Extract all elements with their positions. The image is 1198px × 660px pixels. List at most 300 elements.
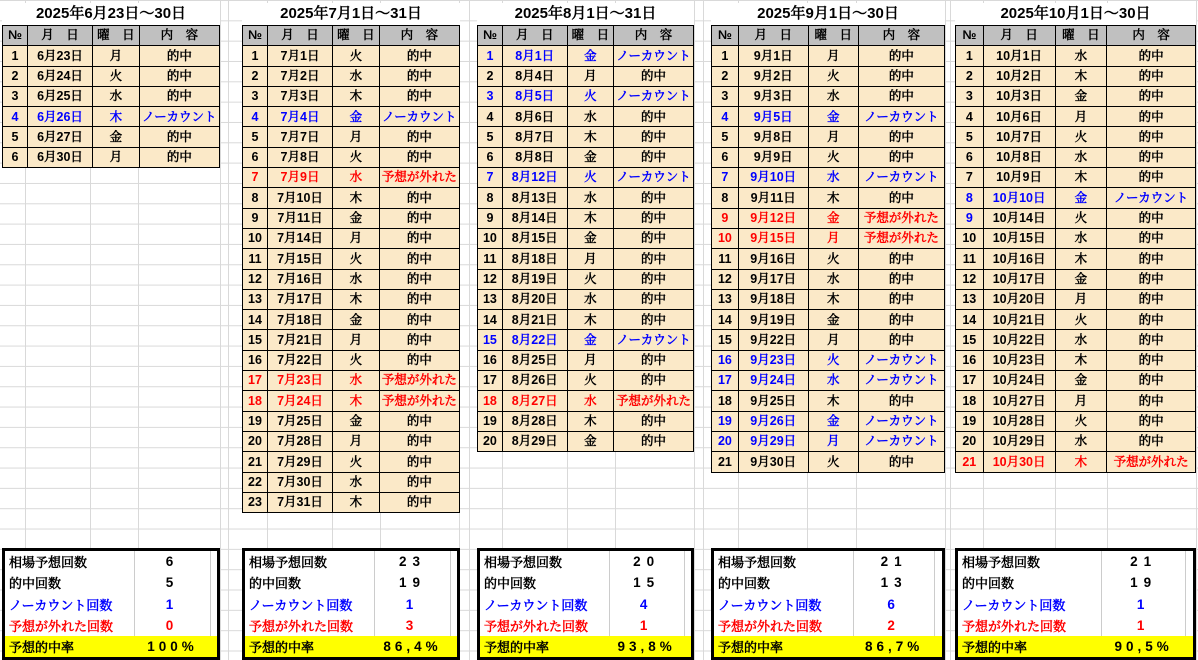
cell-day: 月: [808, 127, 858, 147]
table-row: [3, 147, 220, 167]
cell-no: 18: [712, 391, 739, 411]
cell-day: 木: [1055, 168, 1107, 188]
cell-day: 月: [333, 127, 380, 147]
summary-row-rate: [480, 636, 691, 657]
cell-no: 1: [3, 46, 28, 66]
summary-row-miss: [714, 615, 942, 636]
cell-content: 的中: [379, 350, 459, 370]
cell-no: 8: [478, 188, 503, 208]
cell-content: ノーカウント: [614, 330, 694, 350]
cell-no: 23: [243, 492, 268, 512]
cell-day: 月: [333, 228, 380, 248]
cell-content: 的中: [379, 228, 459, 248]
cell-date: 9月16日: [738, 249, 808, 269]
cell-day: 水: [333, 168, 380, 188]
cell-date: 9月30日: [738, 452, 808, 472]
table-row: [712, 147, 945, 167]
cell-date: 8月6日: [502, 107, 567, 127]
cell-date: 7月28日: [267, 431, 332, 451]
summary-value: 86,7%: [864, 638, 924, 654]
cell-no: 17: [243, 371, 268, 391]
cell-no: 1: [712, 46, 739, 66]
column-header-no: №: [478, 26, 503, 46]
cell-content: 的中: [1107, 269, 1196, 289]
cell-content: 予想が外れた: [379, 168, 459, 188]
column-header-content: 内 容: [379, 26, 459, 46]
cell-date: 7月31日: [267, 492, 332, 512]
table-row: [478, 330, 694, 350]
table-row: [956, 411, 1196, 431]
cell-content: 的中: [379, 66, 459, 86]
table-row: [243, 46, 460, 66]
cell-no: 10: [956, 228, 984, 248]
cell-content: ノーカウント: [614, 86, 694, 106]
table-row: [712, 431, 945, 451]
cell-date: 9月1日: [738, 46, 808, 66]
cell-content: 的中: [858, 452, 944, 472]
cell-no: 5: [712, 127, 739, 147]
cell-no: 10: [243, 228, 268, 248]
cell-content: 的中: [614, 269, 694, 289]
cell-content: 的中: [379, 289, 459, 309]
summary-label: 的中回数: [718, 576, 771, 592]
cell-no: 7: [712, 168, 739, 188]
cell-day: 木: [567, 127, 613, 147]
cell-date: 8月26日: [502, 371, 567, 391]
table-row: [243, 86, 460, 106]
summary-label: 予想的中率: [484, 639, 550, 655]
summary-value: 23: [374, 551, 450, 572]
summary-label: 予想が外れた回数: [9, 618, 114, 634]
cell-day: 月: [93, 147, 140, 167]
cell-date: 10月6日: [983, 107, 1055, 127]
column-header-day: 曜 日: [93, 26, 140, 46]
cell-date: 10月20日: [983, 289, 1055, 309]
summary-value: 86,4%: [383, 638, 442, 654]
cell-date: 9月24日: [738, 371, 808, 391]
table-row: [3, 66, 220, 86]
cell-no: 2: [956, 66, 984, 86]
cell-day: 火: [1055, 310, 1107, 330]
cell-content: 的中: [139, 66, 219, 86]
cell-date: 7月16日: [267, 269, 332, 289]
cell-content: 的中: [1107, 228, 1196, 248]
cell-content: 的中: [614, 371, 694, 391]
cell-date: 8月20日: [502, 289, 567, 309]
cell-content: 的中: [1107, 147, 1196, 167]
summary-row-nocount: [958, 593, 1193, 614]
cell-content: 的中: [858, 127, 944, 147]
cell-no: 16: [712, 350, 739, 370]
cell-content: ノーカウント: [614, 168, 694, 188]
cell-day: 水: [1055, 330, 1107, 350]
table-row: [478, 127, 694, 147]
table-row: [712, 168, 945, 188]
table-row: [3, 46, 220, 66]
cell-content: 予想が外れた: [1107, 452, 1196, 472]
cell-no: 20: [478, 431, 503, 451]
table-row: [3, 107, 220, 127]
column-header-content: 内 容: [139, 26, 219, 46]
cell-date: 10月30日: [983, 452, 1055, 472]
cell-no: 9: [956, 208, 984, 228]
table-row: [243, 208, 460, 228]
cell-content: 的中: [614, 147, 694, 167]
table-row: [712, 452, 945, 472]
cell-content: 的中: [1107, 86, 1196, 106]
cell-no: 18: [243, 391, 268, 411]
table-row: [956, 391, 1196, 411]
table-row: [956, 86, 1196, 106]
table-row: [956, 228, 1196, 248]
summary-label: 相場予想回数: [718, 555, 797, 571]
cell-day: 水: [808, 371, 858, 391]
cell-date: 8月27日: [502, 391, 567, 411]
cell-day: 月: [808, 330, 858, 350]
cell-no: 14: [243, 310, 268, 330]
cell-content: 的中: [614, 66, 694, 86]
cell-content: 的中: [614, 350, 694, 370]
cell-content: 的中: [1107, 391, 1196, 411]
gridline: [469, 0, 470, 660]
prediction-table: [955, 25, 1196, 473]
cell-no: 4: [478, 107, 503, 127]
cell-no: 14: [478, 310, 503, 330]
cell-content: 的中: [379, 46, 459, 66]
summary-row-miss: [5, 615, 217, 636]
cell-content: 的中: [1107, 249, 1196, 269]
cell-date: 10月1日: [983, 46, 1055, 66]
table-row: [478, 249, 694, 269]
column-header-day: 曜 日: [567, 26, 613, 46]
table-row: [243, 350, 460, 370]
table-row: [478, 371, 694, 391]
table-row: [712, 249, 945, 269]
cell-day: 木: [333, 391, 380, 411]
summary-row-total: [245, 551, 457, 572]
cell-no: 13: [478, 289, 503, 309]
table-row: [243, 452, 460, 472]
cell-day: 月: [808, 431, 858, 451]
cell-content: 的中: [1107, 330, 1196, 350]
summary-label: ノーカウント回数: [718, 597, 822, 613]
cell-no: 12: [956, 269, 984, 289]
cell-day: 月: [808, 46, 858, 66]
cell-date: 9月8日: [738, 127, 808, 147]
cell-content: 的中: [379, 147, 459, 167]
cell-day: 木: [1055, 66, 1107, 86]
cell-date: 8月25日: [502, 350, 567, 370]
cell-no: 8: [712, 188, 739, 208]
summary-label: 相場予想回数: [9, 555, 88, 571]
cell-date: 9月11日: [738, 188, 808, 208]
cell-date: 10月29日: [983, 431, 1055, 451]
table-row: [956, 289, 1196, 309]
cell-date: 7月11日: [267, 208, 332, 228]
cell-date: 7月3日: [267, 86, 332, 106]
cell-date: 8月18日: [502, 249, 567, 269]
cell-day: 月: [1055, 107, 1107, 127]
cell-day: 水: [93, 86, 140, 106]
cell-date: 9月19日: [738, 310, 808, 330]
table-row: [956, 66, 1196, 86]
cell-date: 6月27日: [27, 127, 92, 147]
cell-day: 月: [1055, 289, 1107, 309]
month-title: 2025年10月1日〜30日: [955, 3, 1196, 25]
cell-no: 14: [712, 310, 739, 330]
cell-day: 水: [808, 269, 858, 289]
summary-row-total: [958, 551, 1193, 572]
cell-content: 的中: [1107, 310, 1196, 330]
cell-no: 20: [243, 431, 268, 451]
prediction-table: [477, 25, 694, 452]
table-row: [478, 350, 694, 370]
summary-value: 3: [374, 615, 450, 636]
cell-day: 月: [333, 431, 380, 451]
table-row: [478, 391, 694, 411]
cell-day: 火: [1055, 127, 1107, 147]
cell-day: 金: [1055, 371, 1107, 391]
table-row: [956, 249, 1196, 269]
column-header-content: 内 容: [1107, 26, 1196, 46]
table-row: [478, 411, 694, 431]
table-row: [956, 188, 1196, 208]
cell-day: 金: [808, 310, 858, 330]
table-row: [3, 127, 220, 147]
table-row: [956, 168, 1196, 188]
table-row: [478, 66, 694, 86]
cell-no: 12: [712, 269, 739, 289]
cell-no: 17: [956, 371, 984, 391]
table-row: [712, 391, 945, 411]
cell-no: 13: [712, 289, 739, 309]
gridline: [945, 0, 946, 660]
cell-day: 水: [567, 289, 613, 309]
cell-day: 水: [567, 188, 613, 208]
cell-date: 8月22日: [502, 330, 567, 350]
cell-content: ノーカウント: [139, 107, 219, 127]
cell-day: 水: [808, 168, 858, 188]
summary-label: 的中回数: [249, 576, 302, 592]
cell-content: 的中: [1107, 371, 1196, 391]
month-section: [711, 3, 945, 655]
month-section: [2, 3, 220, 655]
table-row: [956, 350, 1196, 370]
cell-date: 7月29日: [267, 452, 332, 472]
summary-value: 0: [134, 615, 210, 636]
cell-day: 火: [1055, 411, 1107, 431]
cell-day: 金: [1055, 188, 1107, 208]
table-row: [243, 107, 460, 127]
cell-content: 的中: [614, 310, 694, 330]
cell-day: 金: [333, 208, 380, 228]
cell-no: 6: [712, 147, 739, 167]
cell-no: 15: [243, 330, 268, 350]
cell-content: 的中: [1107, 107, 1196, 127]
cell-content: 的中: [614, 188, 694, 208]
cell-day: 木: [567, 411, 613, 431]
cell-date: 9月10日: [738, 168, 808, 188]
summary-label: 予想的中率: [718, 639, 784, 655]
summary-label: ノーカウント回数: [962, 597, 1066, 613]
gridline: [703, 0, 704, 660]
cell-content: 的中: [379, 452, 459, 472]
table-row: [956, 127, 1196, 147]
cell-no: 15: [956, 330, 984, 350]
month-section: [477, 3, 694, 655]
cell-day: 木: [808, 188, 858, 208]
cell-date: 10月7日: [983, 127, 1055, 147]
cell-date: 9月2日: [738, 66, 808, 86]
table-row: [956, 310, 1196, 330]
table-row: [478, 269, 694, 289]
cell-date: 9月22日: [738, 330, 808, 350]
cell-date: 6月26日: [27, 107, 92, 127]
cell-day: 木: [1055, 249, 1107, 269]
cell-no: 6: [3, 147, 28, 167]
cell-day: 火: [567, 371, 613, 391]
summary-row-rate: [245, 636, 457, 657]
summary-label: 相場予想回数: [249, 555, 328, 571]
cell-day: 水: [1055, 228, 1107, 248]
cell-no: 4: [956, 107, 984, 127]
prediction-table: [242, 25, 460, 513]
summary-label: 予想が外れた回数: [718, 618, 823, 634]
cell-day: 水: [1055, 147, 1107, 167]
table-row: [956, 371, 1196, 391]
cell-day: 金: [567, 431, 613, 451]
cell-date: 7月7日: [267, 127, 332, 147]
cell-content: 的中: [379, 188, 459, 208]
cell-day: 木: [93, 107, 140, 127]
summary-row-rate: [5, 636, 217, 657]
cell-date: 10月24日: [983, 371, 1055, 391]
table-row: [712, 269, 945, 289]
summary-label: ノーカウント回数: [9, 597, 113, 613]
cell-no: 9: [478, 208, 503, 228]
table-row: [478, 107, 694, 127]
cell-no: 11: [478, 249, 503, 269]
cell-content: 的中: [858, 330, 944, 350]
cell-date: 9月26日: [738, 411, 808, 431]
cell-no: 11: [956, 249, 984, 269]
table-row: [712, 188, 945, 208]
column-header-date: 月 日: [267, 26, 332, 46]
table-row: [243, 431, 460, 451]
summary-row-hits: [480, 572, 691, 593]
cell-date: 10月28日: [983, 411, 1055, 431]
cell-day: 木: [333, 188, 380, 208]
summary-label: 予想的中率: [249, 639, 315, 655]
cell-no: 3: [243, 86, 268, 106]
column-header-date: 月 日: [502, 26, 567, 46]
cell-content: 的中: [858, 66, 944, 86]
cell-date: 9月3日: [738, 86, 808, 106]
cell-date: 10月2日: [983, 66, 1055, 86]
cell-date: 8月5日: [502, 86, 567, 106]
table-row: [243, 391, 460, 411]
column-header-day: 曜 日: [1055, 26, 1107, 46]
cell-no: 15: [478, 330, 503, 350]
summary-label: 予想的中率: [9, 639, 75, 655]
cell-date: 8月4日: [502, 66, 567, 86]
table-row: [3, 86, 220, 106]
table-row: [712, 411, 945, 431]
cell-no: 19: [243, 411, 268, 431]
cell-no: 2: [3, 66, 28, 86]
cell-date: 10月22日: [983, 330, 1055, 350]
cell-no: 11: [243, 249, 268, 269]
cell-content: 的中: [614, 431, 694, 451]
summary-table: [2, 548, 220, 660]
cell-content: 的中: [858, 269, 944, 289]
cell-day: 水: [808, 86, 858, 106]
cell-content: 的中: [858, 147, 944, 167]
cell-date: 8月15日: [502, 228, 567, 248]
cell-date: 8月14日: [502, 208, 567, 228]
cell-no: 4: [712, 107, 739, 127]
cell-date: 10月8日: [983, 147, 1055, 167]
cell-content: 的中: [1107, 289, 1196, 309]
summary-label: 的中回数: [962, 576, 1015, 592]
cell-date: 9月12日: [738, 208, 808, 228]
cell-day: 木: [333, 492, 380, 512]
cell-day: 水: [333, 371, 380, 391]
cell-no: 3: [3, 86, 28, 106]
summary-value: 5: [134, 572, 210, 593]
cell-day: 水: [1055, 431, 1107, 451]
cell-content: 的中: [379, 249, 459, 269]
table-row: [956, 107, 1196, 127]
table-row: [243, 492, 460, 512]
cell-no: 2: [243, 66, 268, 86]
cell-date: 7月10日: [267, 188, 332, 208]
cell-day: 火: [567, 269, 613, 289]
cell-day: 火: [333, 147, 380, 167]
gridline: [228, 0, 229, 660]
cell-no: 17: [712, 371, 739, 391]
cell-no: 21: [243, 452, 268, 472]
cell-no: 13: [956, 289, 984, 309]
table-row: [712, 208, 945, 228]
cell-no: 3: [712, 86, 739, 106]
summary-value: 2: [853, 615, 935, 636]
month-section: [955, 3, 1196, 655]
summary-value: 90,5%: [1114, 638, 1173, 654]
cell-date: 9月15日: [738, 228, 808, 248]
cell-date: 7月18日: [267, 310, 332, 330]
summary-value: 93,8%: [617, 638, 676, 654]
summary-value: 6: [134, 551, 210, 572]
cell-no: 11: [712, 249, 739, 269]
table-row: [243, 472, 460, 492]
month-title: 2025年9月1日〜30日: [711, 3, 945, 25]
summary-value: 1: [374, 593, 450, 614]
cell-day: 金: [1055, 86, 1107, 106]
table-row: [243, 228, 460, 248]
cell-content: 的中: [858, 249, 944, 269]
cell-content: 的中: [139, 127, 219, 147]
table-row: [712, 107, 945, 127]
cell-date: 6月24日: [27, 66, 92, 86]
cell-day: 金: [93, 127, 140, 147]
cell-no: 9: [712, 208, 739, 228]
cell-no: 2: [712, 66, 739, 86]
table-row: [243, 188, 460, 208]
cell-day: 木: [333, 289, 380, 309]
table-row: [478, 228, 694, 248]
summary-label: 予想が外れた回数: [249, 618, 354, 634]
